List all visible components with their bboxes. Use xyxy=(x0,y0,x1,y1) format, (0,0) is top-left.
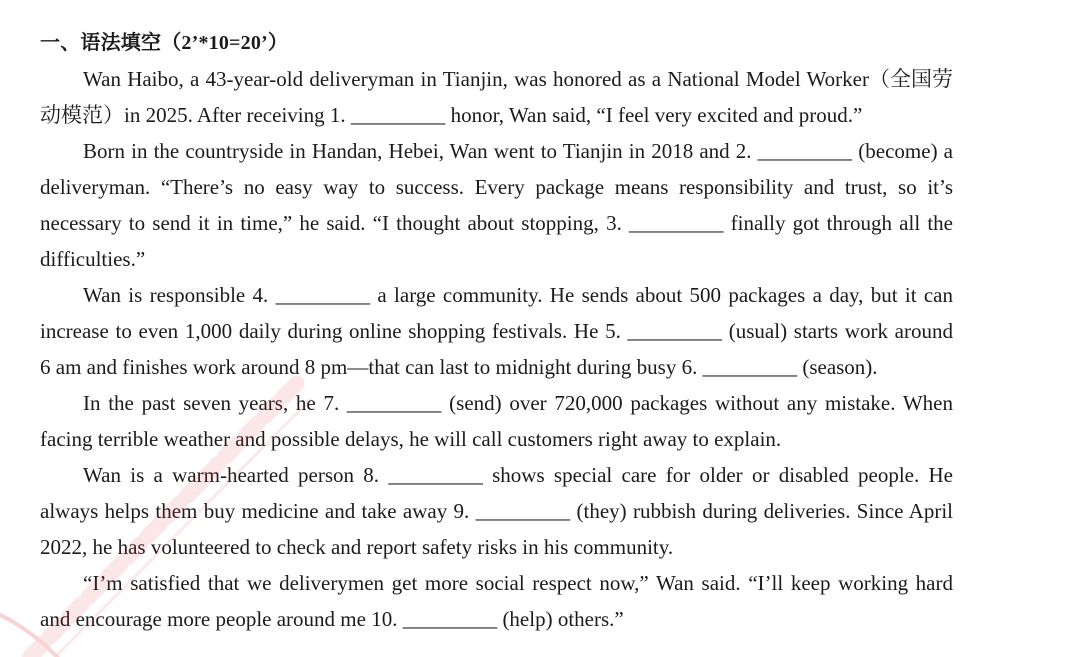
paragraph-2 xyxy=(40,133,953,277)
paragraph-6 xyxy=(40,565,953,637)
exam-section xyxy=(40,25,953,637)
paragraph-6-line-1: “I’m satisfied that we deliverymen get more social respect now,” Wan said. “I’ll keep working hard xyxy=(83,571,953,595)
paragraph-4 xyxy=(40,385,953,457)
paragraph-5-line-2: always helps them buy medicine and take away 9. _________ (they) rubbish during deliveries. Since April xyxy=(40,499,953,523)
paragraph-6-line-2: and encourage more people around me 10. _________ (help) others.” xyxy=(40,607,624,631)
paragraph-3-line-2: increase to even 1,000 daily during online shopping festivals. He 5. _________ (usual) starts work around xyxy=(40,319,953,343)
paragraph-5-line-3: 2022, he has volunteered to check and report safety risks in his community. xyxy=(40,535,674,559)
paragraph-2-line-2: deliveryman. “There’s no easy way to success. Every package means responsibility and trust, so it’s xyxy=(40,175,953,199)
paragraph-2-line-4: difficulties.” xyxy=(40,247,146,271)
paragraph-2-line-1: Born in the countryside in Handan, Hebei, Wan went to Tianjin in 2018 and 2. _________ (become) a xyxy=(83,139,953,163)
paragraph-3 xyxy=(40,277,953,385)
paragraph-1-line-1: Wan Haibo, a 43-year-old deliveryman in Tianjin, was honored as a National Model Worker（全国劳 xyxy=(83,67,953,91)
paragraph-3-line-1: Wan is responsible 4. _________ a large community. He sends about 500 packages a day, but it can xyxy=(83,283,953,307)
paragraph-5 xyxy=(40,457,953,565)
section-title: 一、语法填空（2’*10=20’） xyxy=(40,32,289,54)
paragraph-1 xyxy=(40,61,953,133)
paragraph-3-line-3: 6 am and finishes work around 8 pm—that can last to midnight during busy 6. _________ (season). xyxy=(40,355,878,379)
paragraph-4-line-2: facing terrible weather and possible delays, he will call customers right away to explain. xyxy=(40,427,782,451)
paragraph-1-line-2: 动模范）in 2025. After receiving 1. _________ honor, Wan said, “I feel very excited and proud.” xyxy=(40,103,863,127)
paragraph-5-line-1: Wan is a warm-hearted person 8. _________ shows special care for older or disabled people. He xyxy=(83,463,953,487)
paragraph-2-line-3: necessary to send it in time,” he said. “I thought about stopping, 3. _________ finally got through all the xyxy=(40,211,953,235)
paragraph-4-line-1: In the past seven years, he 7. _________ (send) over 720,000 packages without any mistake. When xyxy=(83,391,953,415)
